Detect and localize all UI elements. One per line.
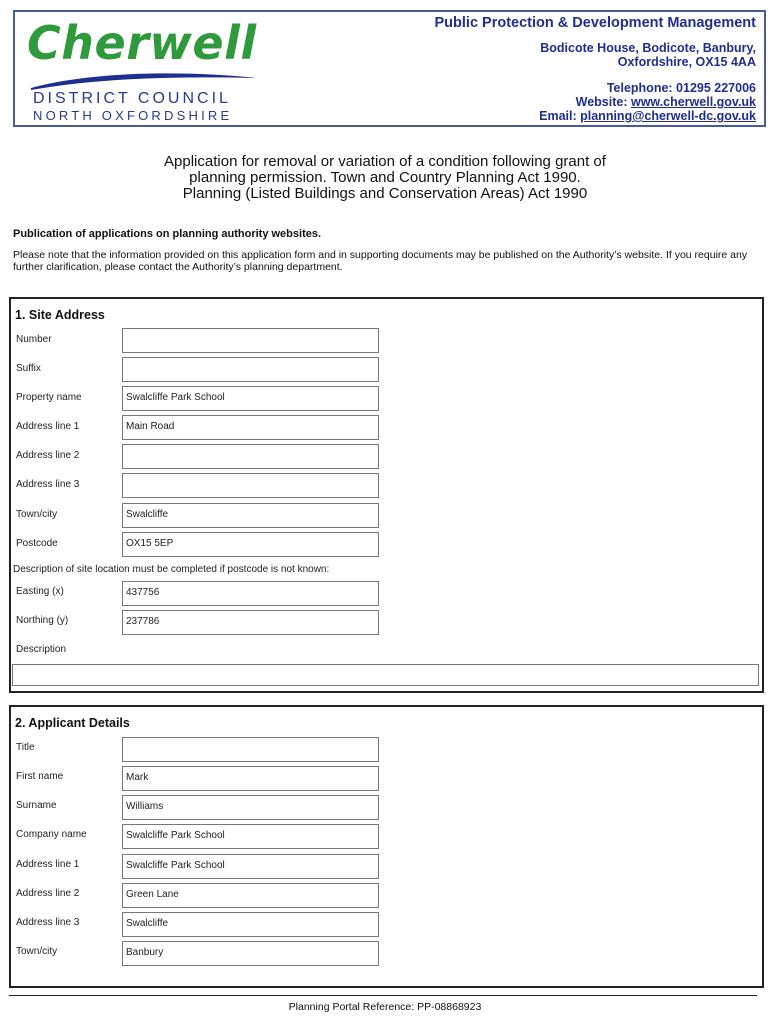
email-link[interactable]: planning@cherwell-dc.gov.uk: [580, 109, 756, 123]
field-label: Easting (x): [16, 586, 64, 597]
section-title: 2. Applicant Details: [15, 716, 130, 730]
number-field[interactable]: [122, 328, 379, 353]
field-label: Address line 3: [16, 917, 80, 928]
applicant-details-section: [9, 705, 764, 988]
section-title: 1. Site Address: [15, 308, 105, 322]
publication-note: Please note that the information provided on this application form and in supporting documents may be published on the Authority’s website. If you require any further clarification, please contact the Authority’s planning department.: [13, 249, 748, 273]
publication-heading: Publication of applications on planning authority websites.: [13, 228, 322, 240]
title-line-3: Planning (Listed Buildings and Conservation Areas) Act 1990: [182, 185, 588, 202]
email-line: [539, 109, 756, 124]
title-line-1: Application for removal or variation of a condition following grant of: [164, 153, 606, 170]
field-label: Description: [16, 644, 67, 655]
department-name: Public Protection & Development Management: [434, 15, 756, 31]
title-line-2: planning permission. Town and Country Planning Act 1990.: [189, 169, 581, 186]
council-name: DISTRICT COUNCIL: [33, 90, 231, 107]
postcode-field[interactable]: OX15 5EP: [122, 532, 379, 557]
address-line-1-field[interactable]: Main Road: [122, 415, 379, 440]
suffix-field[interactable]: [122, 357, 379, 382]
website-label: Website:: [575, 95, 631, 109]
header-banner: [13, 10, 766, 127]
address-line-2-field[interactable]: [122, 444, 379, 469]
portal-reference: Planning Portal Reference: PP-08868923: [288, 1001, 482, 1013]
field-label: Company name: [16, 829, 87, 840]
website-link[interactable]: www.cherwell.gov.uk: [630, 95, 756, 109]
field-label: Property name: [16, 392, 82, 403]
field-label: Postcode: [16, 538, 58, 549]
description-field[interactable]: [12, 664, 759, 686]
footer-divider: [9, 995, 757, 996]
field-label: Number: [16, 334, 52, 345]
field-label: Address line 1: [16, 421, 80, 432]
applicant-address-line-1-field[interactable]: Swalcliffe Park School: [122, 854, 379, 879]
location-note: Description of site location must be completed if postcode is not known:: [13, 564, 330, 575]
field-label: Northing (y): [16, 615, 69, 626]
address-line-1: Bodicote House, Bodicote, Banbury,: [540, 41, 756, 55]
field-label: Address line 2: [16, 888, 80, 899]
council-logo: Cherwell: [27, 16, 257, 70]
property-name-field[interactable]: Swalcliffe Park School: [122, 386, 379, 411]
title-field[interactable]: [122, 737, 379, 762]
field-label: First name: [16, 771, 64, 782]
field-label: Town/city: [16, 509, 58, 520]
site-address-section: [9, 297, 764, 693]
field-label: Address line 3: [16, 479, 80, 490]
council-region: NORTH OXFORDSHIRE: [33, 108, 233, 123]
field-label: Address line 2: [16, 450, 80, 461]
field-label: Suffix: [16, 363, 41, 374]
first-name-field[interactable]: Mark: [122, 766, 379, 791]
field-label: Title: [16, 742, 35, 753]
company-name-field[interactable]: Swalcliffe Park School: [122, 824, 379, 849]
form-title: [0, 154, 770, 202]
address-line-3-field[interactable]: [122, 473, 379, 498]
field-label: Address line 1: [16, 859, 80, 870]
address-line-2: Oxfordshire, OX15 4AA: [617, 55, 756, 69]
field-label: Town/city: [16, 946, 58, 957]
northing-field[interactable]: 237786: [122, 610, 379, 635]
logo-swoosh-icon: [29, 70, 259, 92]
applicant-town-city-field[interactable]: Banbury: [122, 941, 379, 966]
field-label: Surname: [16, 800, 57, 811]
website-line: [576, 95, 756, 110]
applicant-address-line-2-field[interactable]: Green Lane: [122, 883, 379, 908]
surname-field[interactable]: Williams: [122, 795, 379, 820]
email-label: Email:: [539, 109, 581, 123]
applicant-address-line-3-field[interactable]: Swalcliffe: [122, 912, 379, 937]
telephone: Telephone: 01295 227006: [606, 81, 756, 95]
easting-field[interactable]: 437756: [122, 581, 379, 606]
town-city-field[interactable]: Swalcliffe: [122, 503, 379, 528]
